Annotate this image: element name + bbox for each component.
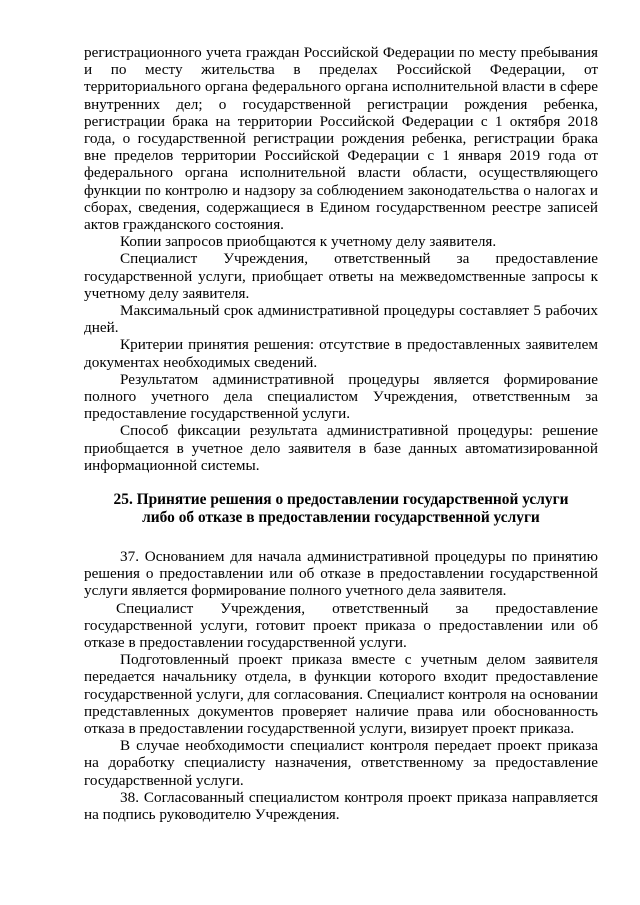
section-heading — [84, 491, 598, 527]
section-heading-line-2: либо об отказе в предоставлении государственной услуги — [142, 509, 540, 526]
paragraph: Способ фиксации результата административной процедуры: решение приобщается в учетное дело заявителя в базе данных автоматизированной информационной системы. — [84, 422, 598, 474]
paragraph: Специалист Учреждения, ответственный за предоставление государственной услуги, готовит проект приказа о предоставлении или об отказе в предоставлении государственной услуги. — [84, 599, 598, 652]
section-heading-line-1: 25. Принятие решения о предоставлении государственной услуги — [113, 491, 569, 508]
paragraph-continuation: регистрационного учета граждан Российской Федерации по месту пребывания и по месту жительства в пределах Российской Федерации, от территориального органа федерального органа исполнительной власти в сфере внутренних дел; о государственной регистрации рождения ребенка, регистрации брака на территории Российской Федерации с 1 октября 2018 года, о государственной регистрации рождения ребенка, регистрации брака вне пределов территории Российской Федерации с 1 января 2019 года от федерального органа исполнительной власти области, осуществляющего функции по контролю и надзору за соблюдением законодательства о налогах и сборах, сведения, содержащиеся в Едином государственном реестре записей актов гражданского состояния. — [84, 44, 598, 234]
paragraph: Критерии принятия решения: отсутствие в предоставленных заявителем документах необходимых сведений. — [84, 336, 598, 371]
text-block-top — [84, 44, 598, 474]
paragraph: 38. Согласованный специалистом контроля проект приказа направляется на подпись руководителю Учреждения. — [84, 788, 598, 824]
paragraph: Результатом административной процедуры является формирование полного учетного дела специалистом Учреждения, ответственным за предоставление государственной услуги. — [84, 370, 598, 423]
paragraph: Подготовленный проект приказа вместе с учетным делом заявителя передается начальнику отдела, в функции которого входит предоставление государственной услуги, для согласования. Специалист контроля на основании представленных документов проверяет наличие права или обоснованность отказа в предоставлении государственной услуги, визирует проект приказа. — [84, 651, 598, 738]
paragraph: Максимальный срок административной процедуры составляет 5 рабочих дней. — [84, 302, 598, 337]
paragraph: 37. Основанием для начала административной процедуры по принятию решения о предоставлении или об отказе в предоставлении государственной услуги является формирование полного учетного дела заявителя. — [84, 548, 598, 600]
paragraph: Специалист Учреждения, ответственный за предоставление государственной услуги, приобщает ответы на межведомственные запросы к учетному делу заявителя. — [84, 250, 598, 302]
paragraph: Копии запросов приобщаются к учетному делу заявителя. — [120, 233, 497, 251]
text-block-bottom — [84, 548, 598, 823]
paragraph: В случае необходимости специалист контроля передает проект приказа на доработку специалисту назначения, ответственному за предоставление государственной услуги. — [84, 737, 598, 789]
